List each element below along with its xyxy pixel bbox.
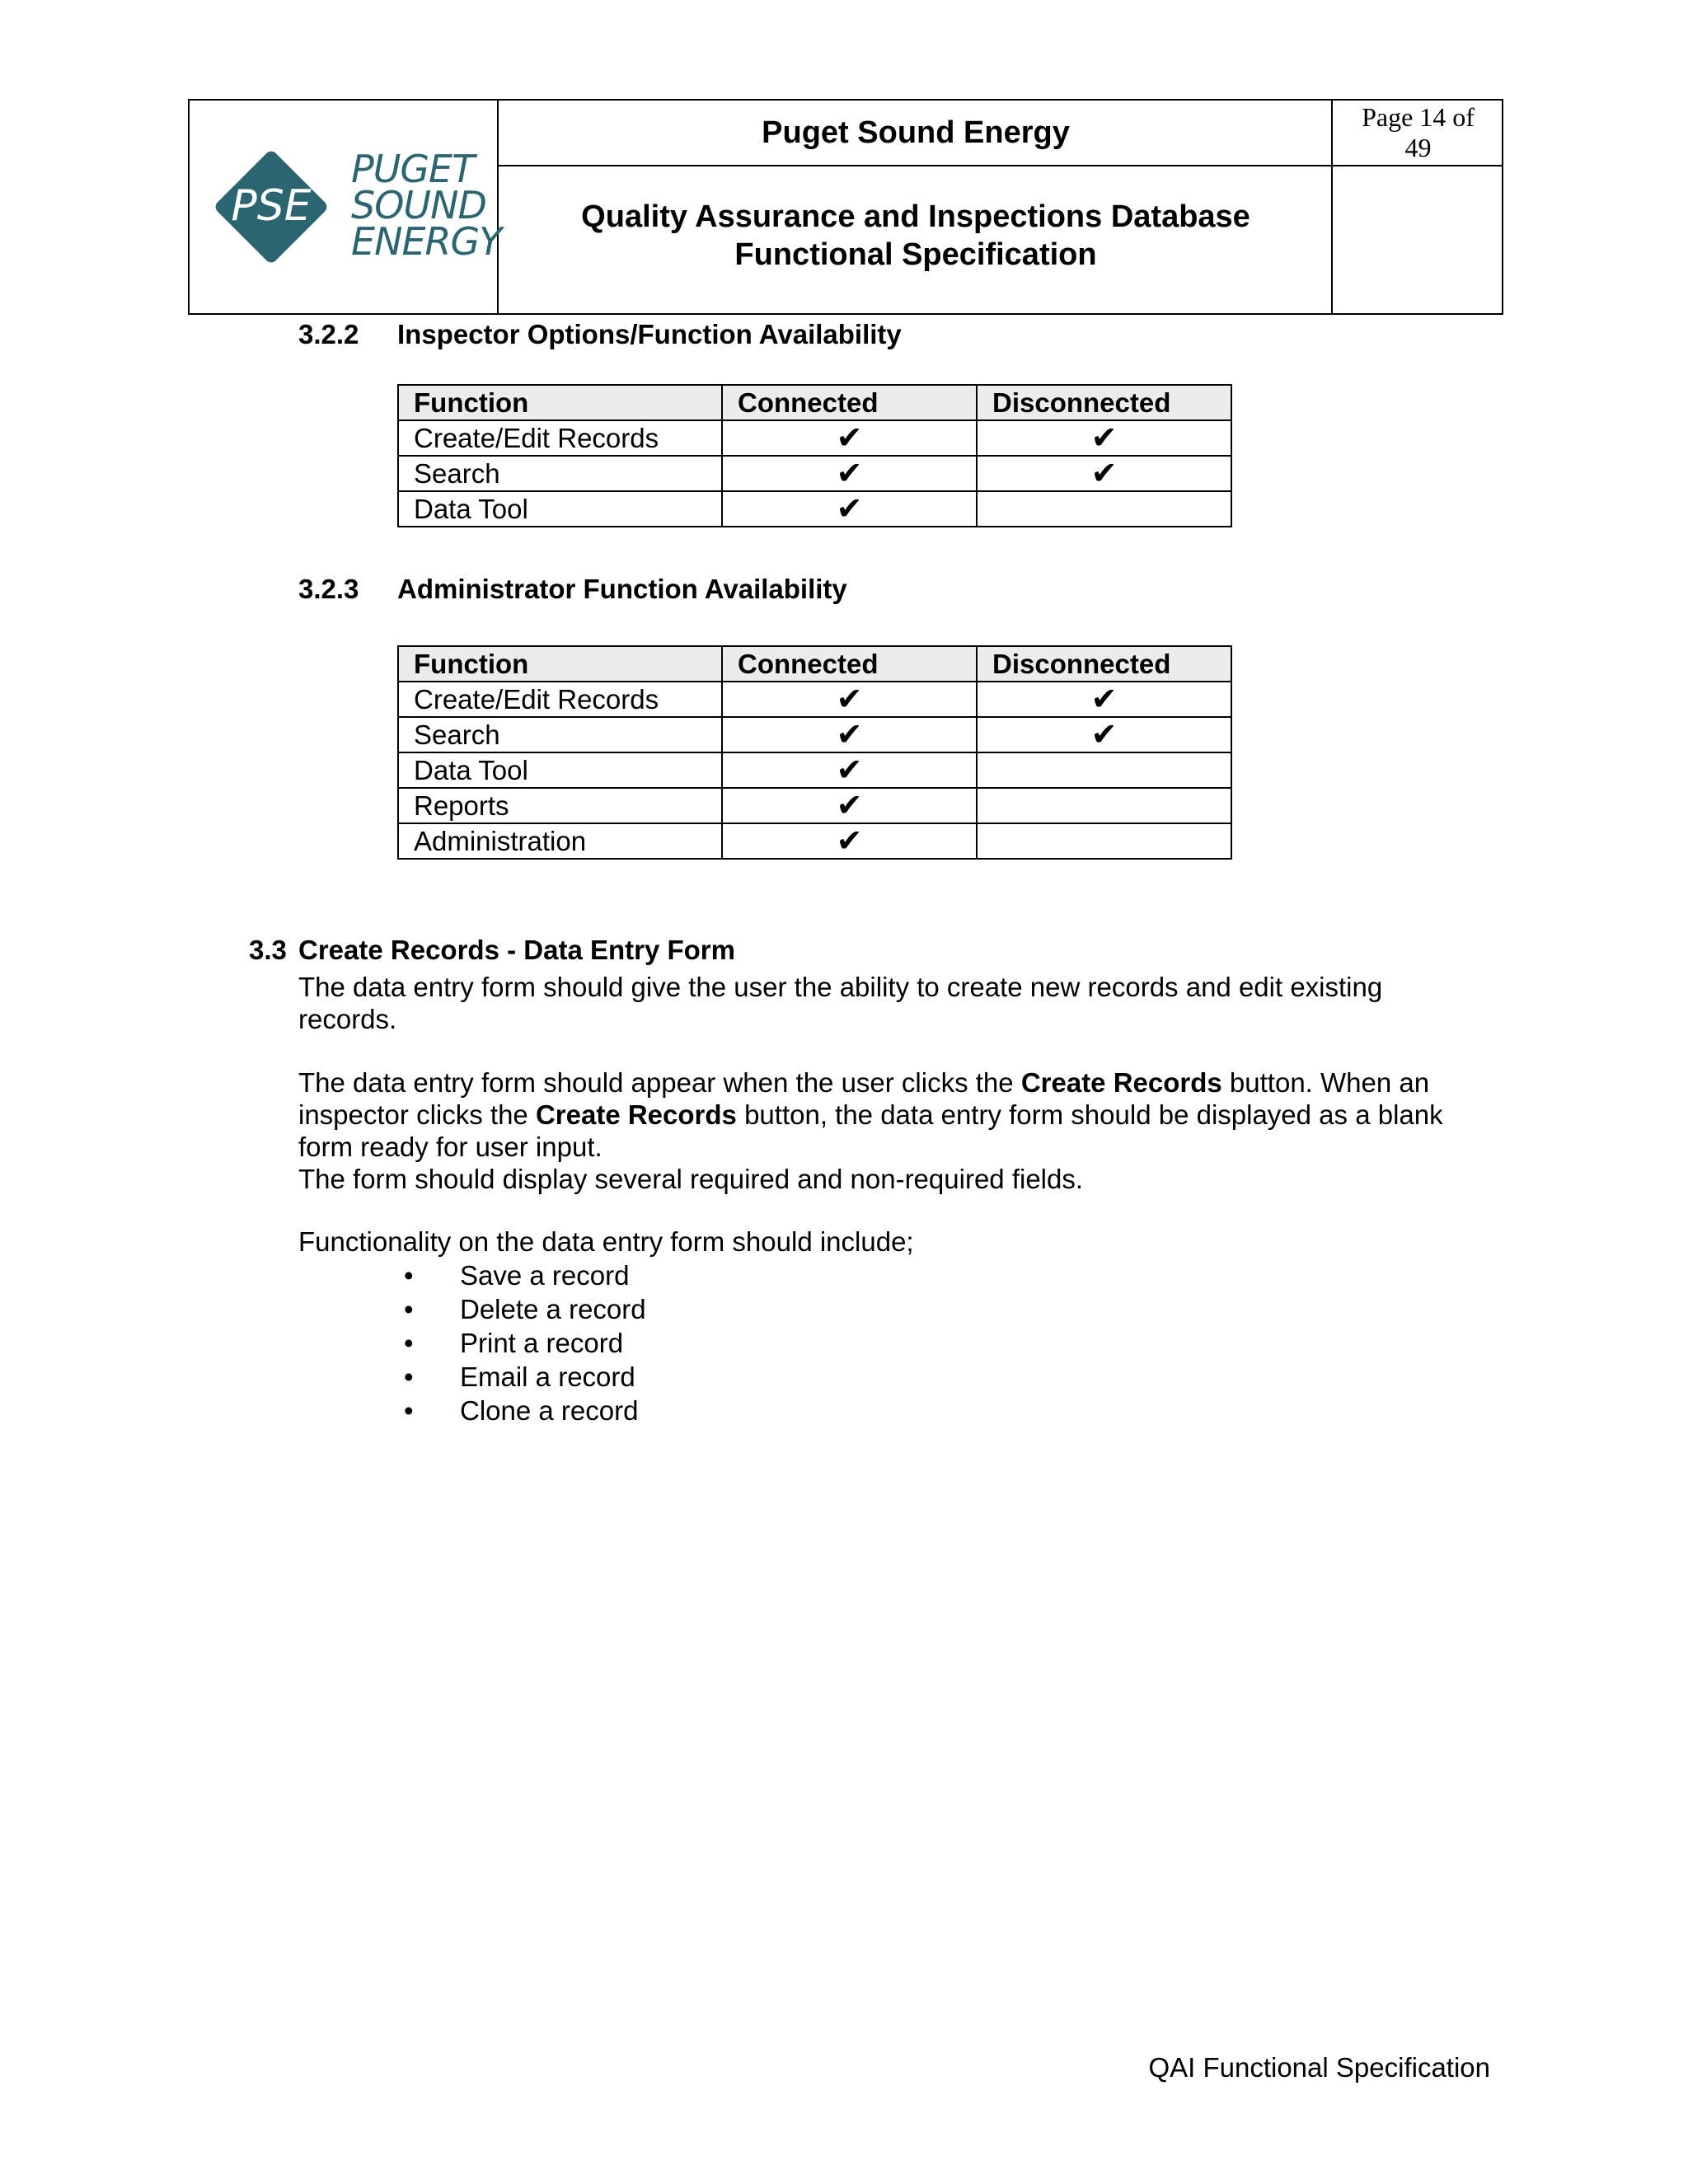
paragraph-functionality: Functionality on the data entry form should include; <box>298 1226 914 1257</box>
section-heading-323: 3.2.3 Administrator Function Availability <box>298 574 847 604</box>
column-header: Connected <box>722 385 977 420</box>
bullet-icon: • <box>404 1294 414 1324</box>
empty-cell <box>977 788 1231 823</box>
bullet-icon: • <box>404 1328 414 1358</box>
logo-abbrev: PSE <box>231 181 312 231</box>
column-header: Disconnected <box>977 385 1231 420</box>
section-heading-322: 3.2.2 Inspector Options/Function Availability <box>298 319 902 349</box>
paragraph-fields: The form should display several required and non-required fields. <box>298 1164 1084 1194</box>
checkmark-icon: ✔ <box>722 717 977 752</box>
table-row <box>398 420 1231 456</box>
inspector-function-table <box>397 384 1232 527</box>
checkmark-icon: ✔ <box>977 682 1231 717</box>
function-cell: Data Tool <box>398 752 722 788</box>
list-item: • Email a record <box>404 1361 635 1392</box>
document-title: Quality Assurance and Inspections Database Functional Specification <box>581 199 1250 272</box>
checkmark-icon: ✔ <box>722 420 977 456</box>
function-cell: Create/Edit Records <box>398 682 722 717</box>
logo-word: SOUND <box>351 183 486 227</box>
list-item: • Delete a record <box>404 1294 646 1324</box>
list-item: • Clone a record <box>404 1395 639 1426</box>
table-row <box>398 456 1231 491</box>
table-header-row <box>398 385 1231 420</box>
page-number: Page 14 of 49 <box>1362 102 1475 162</box>
function-cell: Reports <box>398 788 722 823</box>
checkmark-icon: ✔ <box>722 491 977 527</box>
function-cell: Administration <box>398 823 722 859</box>
pse-logo-icon <box>201 137 341 277</box>
list-item: • Save a record <box>404 1260 630 1291</box>
function-cell: Search <box>398 456 722 491</box>
column-header: Disconnected <box>977 646 1231 682</box>
checkmark-icon: ✔ <box>977 420 1231 456</box>
column-header: Function <box>398 646 722 682</box>
bullet-icon: • <box>404 1260 414 1291</box>
checkmark-icon: ✔ <box>722 788 977 823</box>
company-name: Puget Sound Energy <box>762 115 1070 150</box>
header-divider <box>497 165 1502 166</box>
bullet-icon: • <box>404 1361 414 1392</box>
column-header: Function <box>398 385 722 420</box>
page-footer: QAI Functional Specification <box>1148 2052 1490 2083</box>
table-row <box>398 752 1231 788</box>
empty-cell <box>977 491 1231 527</box>
empty-cell <box>977 752 1231 788</box>
table-row <box>398 788 1231 823</box>
logo-word: ENERGY <box>351 219 502 264</box>
checkmark-icon: ✔ <box>977 717 1231 752</box>
checkmark-icon: ✔ <box>722 823 977 859</box>
functionality-list <box>404 1258 646 1427</box>
logo-word: PUGET <box>351 147 475 191</box>
function-cell: Create/Edit Records <box>398 420 722 456</box>
bullet-icon: • <box>404 1395 414 1426</box>
list-item: • Print a record <box>404 1328 624 1358</box>
administrator-function-table <box>397 645 1232 860</box>
column-header: Connected <box>722 646 977 682</box>
table-row <box>398 717 1231 752</box>
table-row <box>398 823 1231 859</box>
table-row <box>398 682 1231 717</box>
section-heading-33: 3.3 Create Records - Data Entry Form <box>249 935 735 965</box>
checkmark-icon: ✔ <box>722 456 977 491</box>
table-row <box>398 491 1231 527</box>
paragraph-intro: The data entry form should give the user the ability to create new records and edit existing records. <box>298 972 1383 1034</box>
paragraph-create-records: The data entry form should appear when the user clicks the Create Records button. When an inspector clicks the Create Records button, the data entry form should be displayed as a blank form ready for user input. <box>298 1067 1443 1162</box>
checkmark-icon: ✔ <box>977 456 1231 491</box>
function-cell: Data Tool <box>398 491 722 527</box>
empty-cell <box>977 823 1231 859</box>
checkmark-icon: ✔ <box>722 682 977 717</box>
function-cell: Search <box>398 717 722 752</box>
table-header-row <box>398 646 1231 682</box>
checkmark-icon: ✔ <box>722 752 977 788</box>
